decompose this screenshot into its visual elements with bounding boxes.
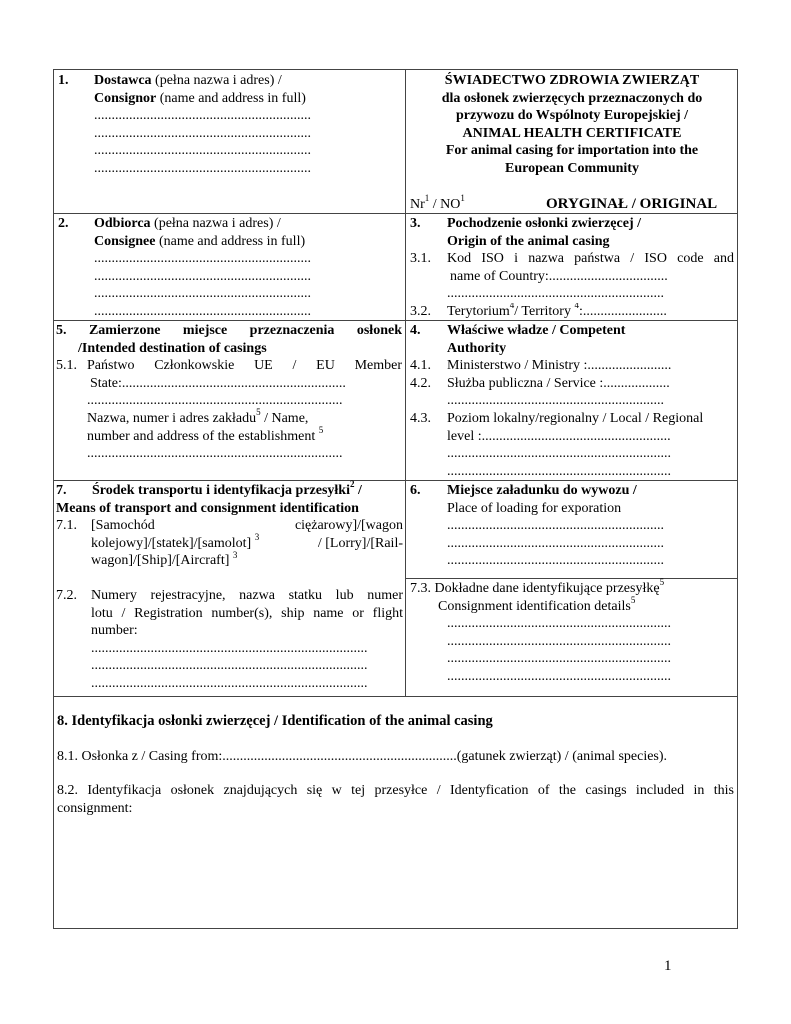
certificate-number[interactable]: $Nr^1 / NO^1$ — [410, 193, 465, 212]
box-7-number: 7. — [56, 483, 67, 498]
consignor-title-en: Consignor — [94, 90, 157, 106]
consignment-field-line[interactable]: ................................................................ — [447, 651, 671, 667]
item-3-2-number: 3.2. — [410, 303, 431, 319]
registration-field-line[interactable]: ............................................................................... — [91, 675, 368, 691]
consignment-field-line[interactable]: ................................................................ — [447, 616, 671, 632]
casing-identification-label-2: consignment: — [57, 800, 133, 816]
establishment-field[interactable]: ......................................................................... — [87, 446, 343, 462]
consignment-title-pl: 7.3. Dokładne dane identyfikujące przesyłkę$^5$ — [410, 577, 665, 596]
casing-identification-label: 8.2. Identyfikacja osłonek znajdujących się w tej przesyłce / Identyfication of the casings included in this — [57, 783, 734, 799]
territory-field[interactable]: Terytorium$^4$/ Territory $^4$:........................ — [447, 302, 667, 319]
box-1-consignor — [58, 72, 398, 178]
consignor-field-line[interactable]: .............................................................. — [94, 143, 311, 159]
registration-label-1: Numery rejestracyjne, nazwa statku lub numer — [91, 587, 403, 603]
origin-title-en: Origin of the animal casing — [447, 233, 610, 249]
item-5-1-number: 5.1. — [56, 358, 77, 374]
box-4-number: 4. — [410, 323, 421, 338]
loading-field-line[interactable]: .............................................................. — [447, 553, 664, 569]
consignor-field-line[interactable]: .............................................................. — [94, 108, 311, 124]
transport-options-2[interactable]: kolejowy]/[statek]/[samolot] $^3$ / [Lorry]/[Rail- — [91, 532, 403, 551]
member-state-field-line[interactable]: ......................................................................... — [87, 393, 343, 409]
item-7-2-number: 7.2. — [56, 587, 77, 603]
item-4-1-number: 4.1. — [410, 358, 431, 374]
consignor-field-line[interactable]: .............................................................. — [94, 160, 311, 176]
box-4-authority — [410, 322, 734, 480]
establishment-label-2: number and address of the establishment $^5$ — [87, 424, 324, 444]
destination-title-en: /Intended destination of casings — [78, 340, 267, 356]
item-7-1-number: 7.1. — [56, 518, 77, 534]
identification-title: 8. Identyfikacja osłonki zwierzęcej / Identification of the animal casing — [57, 713, 493, 729]
page-number: 1 — [664, 958, 672, 974]
level-field-line[interactable]: ................................................................ — [447, 446, 671, 462]
consignee-field-line[interactable]: .............................................................. — [94, 268, 311, 284]
consignment-field-line[interactable]: ................................................................ — [447, 668, 671, 684]
service-field-line[interactable]: .............................................................. — [447, 393, 664, 409]
level-field-line[interactable]: ................................................................ — [447, 463, 671, 479]
consignee-title-en: Consignee — [94, 233, 156, 249]
destination-title-pl: 5. Zamierzone miejsce przeznaczenia osłonek — [56, 323, 402, 338]
row-divider-4 — [53, 696, 738, 697]
loading-field-line[interactable]: .............................................................. — [447, 535, 664, 551]
header-subtitle-pl-2: przywozu do Wspólnoty Europejskiej / — [455, 108, 689, 124]
member-state-field[interactable]: State:................................................................ — [90, 375, 346, 391]
header-subtitle-en-1: For animal casing for importation into the — [445, 143, 699, 159]
box-1-number: 1. — [58, 73, 69, 88]
registration-label-3: number: — [91, 623, 138, 639]
loading-title-en: Place of loading for exporation — [447, 500, 622, 516]
member-state-label: Państwo Członkowskie UE / EU Member — [87, 358, 402, 374]
header-subtitle-pl-1: dla osłonek zwierzęcych przeznaczonych do — [441, 90, 703, 106]
box-2-consignee — [58, 215, 398, 321]
consignee-field-line[interactable]: .............................................................. — [94, 251, 311, 267]
box-3-number: 3. — [410, 216, 421, 231]
transport-option-1b[interactable]: ciężarowy]/[wagon — [294, 518, 403, 534]
establishment-label: Nazwa, numer i adres zakładu$^5$ / Name, — [87, 407, 309, 426]
item-3-1-number: 3.1. — [410, 251, 431, 267]
original-label: ORYGINAŁ / ORIGINAL — [546, 196, 718, 212]
header-title-pl: ŚWIADECTWO ZDROWIA ZWIERZĄT — [444, 73, 700, 88]
box-3-origin — [410, 215, 734, 321]
box-6-loading — [410, 482, 734, 570]
casing-species-field[interactable]: 8.1. Osłonka z / Casing from:...................................................................(gatunek zwierząt) / (animal species). — [57, 748, 668, 764]
country-field-line[interactable]: .............................................................. — [447, 286, 664, 302]
box-7-transport — [56, 479, 403, 693]
service-field[interactable]: Służba publiczna / Service :................... — [447, 375, 670, 391]
consignor-desc-pl: (pełna nazwa i adres) / — [151, 73, 282, 88]
box-6-number: 6. — [410, 483, 421, 498]
registration-label-2: lotu / Registration number(s), ship name or flight — [91, 605, 403, 621]
registration-field-line[interactable]: ............................................................................... — [91, 658, 368, 674]
header-subtitle-en-2: European Community — [505, 160, 639, 176]
authority-title-2: Authority — [447, 340, 507, 356]
item-4-2-number: 4.2. — [410, 375, 431, 391]
certificate-header — [408, 72, 736, 178]
box-5-destination — [56, 322, 402, 463]
transport-options-3[interactable]: wagon]/[Ship]/[Aircraft] $^3$ — [91, 549, 238, 569]
iso-code-label: Kod ISO i nazwa państwa / ISO code and — [447, 251, 734, 267]
consignee-field-line[interactable]: .............................................................. — [94, 286, 311, 302]
header-title-en: ANIMAL HEALTH CERTIFICATE — [462, 125, 682, 141]
box-7-3-consignment — [410, 577, 734, 686]
item-4-3-number: 4.3. — [410, 410, 431, 426]
authority-title-1: Właściwe władze / Competent — [447, 323, 626, 338]
level-field[interactable]: level :...................................................... — [447, 428, 671, 444]
consignee-field-line[interactable]: .............................................................. — [94, 303, 311, 319]
registration-field-line[interactable]: ............................................................................... — [91, 640, 368, 656]
consignor-desc-en: (name and address in full) — [156, 90, 306, 106]
consignee-desc-pl: (pełna nazwa i adres) / — [150, 216, 281, 231]
loading-field-line[interactable]: .............................................................. — [447, 518, 664, 534]
consignee-title-pl: Odbiorca — [94, 216, 151, 231]
box-8-identification — [57, 713, 734, 817]
country-name-field[interactable]: name of Country:.................................. — [450, 268, 668, 284]
consignee-desc-en: (name and address in full) — [155, 233, 306, 249]
consignor-title-pl: Dostawca — [94, 73, 152, 88]
row-divider-73 — [405, 578, 738, 579]
consignment-field-line[interactable]: ................................................................ — [447, 633, 671, 649]
transport-title-pl: Środek transportu i identyfikacja przesyłki$^2$ / — [92, 479, 362, 498]
column-divider — [405, 69, 406, 696]
origin-title-pl: Pochodzenie osłonki zwierzęcej / — [447, 216, 642, 231]
transport-title-en: Means of transport and consignment identification — [56, 500, 359, 516]
loading-title-pl: Miejsce załadunku do wywozu / — [447, 483, 637, 498]
ministry-field[interactable]: Ministerstwo / Ministry :........................ — [447, 358, 672, 374]
local-level-label: Poziom lokalny/regionalny / Local / Regional — [447, 410, 704, 426]
consignment-title-en: Consignment identification details$^5$ — [438, 594, 636, 614]
consignor-field-line[interactable]: .............................................................. — [94, 125, 311, 141]
box-2-number: 2. — [58, 216, 69, 231]
transport-option-1a[interactable]: [Samochód — [91, 518, 155, 534]
